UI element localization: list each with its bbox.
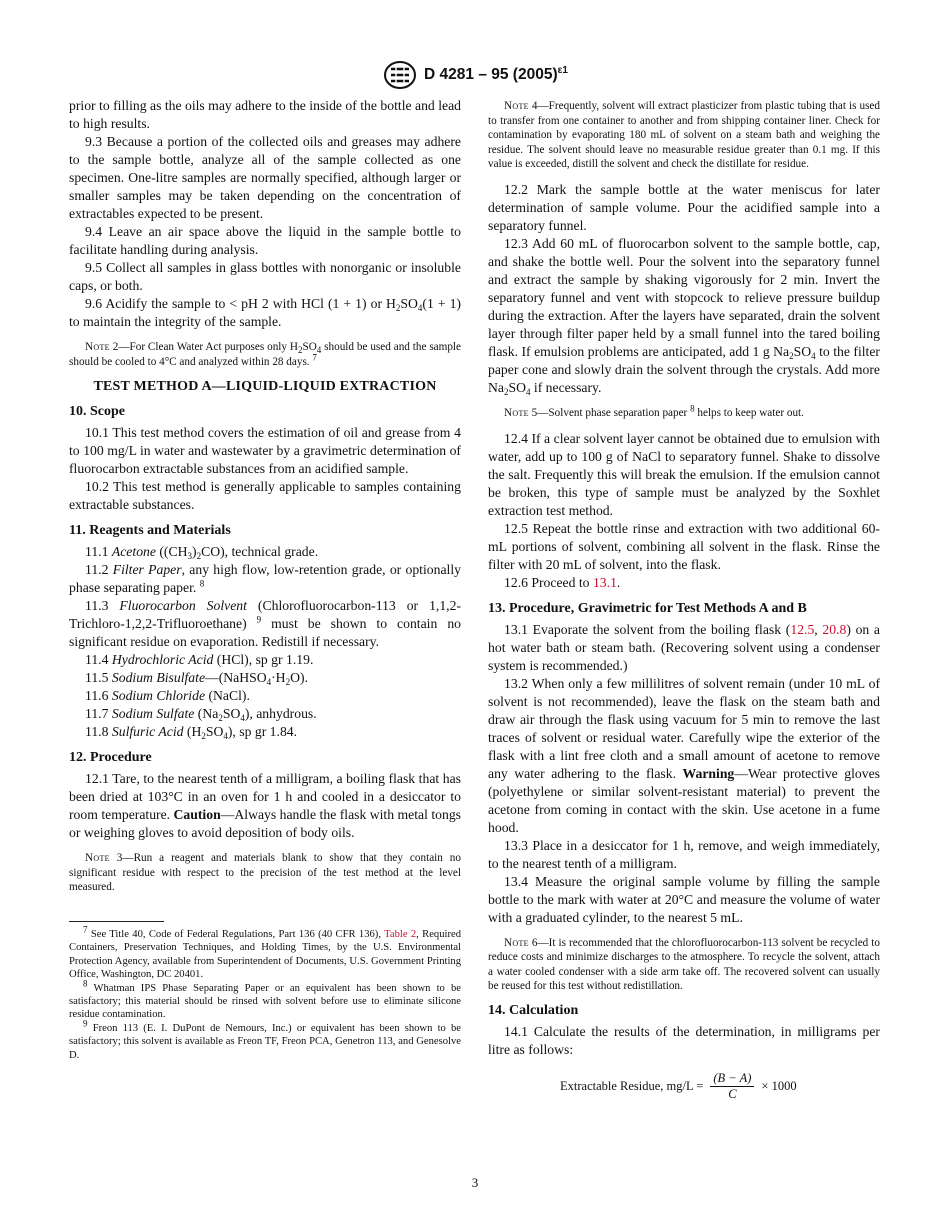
footnote-divider <box>69 921 164 922</box>
section-12-title: 12. Procedure <box>69 750 152 766</box>
method-a-title: TEST METHOD A—LIQUID-LIQUID EXTRACTION <box>93 379 437 395</box>
paragraph-9-3: 9.3 Because a portion of the collected oils and greases may adhere to the sample bottle, analyze all of the sample collected as one specimen. One-litre samples are normally specified, although larger or smaller samples may be taken depending on the concentration of extractables expected to be present. <box>69 134 461 221</box>
footnote-8: $^8$ Whatman IPS Phase Separating Paper or an equivalent has been shown to be satisfactory; this material should be rinsed with solvent before use to eliminate silicone residue contamination. <box>69 978 461 1021</box>
formula-fraction <box>710 1071 754 1102</box>
paragraph-12-4: 12.4 If a clear solvent layer cannot be obtained due to emulsion with water, add up to 100 g of NaCl to separatory funnel. Shake to dissolve the salt. Frequently this will break the emulsion. If the emulsion cannot be broken, this type of sample must be analyzed by the Soxhlet extraction test method. <box>488 430 880 518</box>
paragraph-14-1: 14.1 Calculate the results of the determination, in milligrams per litre as follows: <box>488 1023 880 1057</box>
paragraph-12-1: 12.1 Tare, to the nearest tenth of a milligram, a boiling flask that has been dried at 103°C in an oven for 1 h and cooled in a desiccator to room temperature. Caution—Always handle the flask with metal tongs or weighing gloves to avoid deposition of body oils. <box>69 771 461 841</box>
section-11-title: 11. Reagents and Materials <box>69 523 231 539</box>
paragraph-9-5: 9.5 Collect all samples in glass bottles with nonorganic or insoluble caps, or both. <box>69 260 461 293</box>
paragraph-9-6: 9.6 Acidify the sample to < pH 2 with HCl (1 + 1) or $H_2SO_4(1 + 1)$ to maintain the integrity of the sample. <box>69 296 461 329</box>
page-number: 3 <box>471 1175 479 1190</box>
reagent-11-7: 11.7 Sodium Sulfate $(Na_2SO_4)$, anhydrous. <box>85 706 317 724</box>
paragraph-12-2: 12.2 Mark the sample bottle at the water meniscus for later determination of sample volume. Pour the acidified sample into a separatory funnel. <box>488 181 880 233</box>
astm-logo-icon <box>382 60 418 90</box>
section-14-title: 14. Calculation <box>488 1002 579 1018</box>
reagent-11-8: 11.8 Sulfuric Acid $(H_2SO_4)$, sp gr 1.84. <box>85 724 298 742</box>
formula-rhs: × 1000 <box>761 1078 797 1093</box>
paragraph-12-3: 12.3 Add 60 mL of fluorocarbon solvent to the sample bottle, cap, and shake the bottle well. Pour the solvent into the separatory funnel and extract the sample by shaking vigorously for 2 min. Invert the separatory funnel and vent with stopcock to relieve pressure buildup during the extraction. After the layers have separated, drain the solvent layer through filter paper held by a small funnel into the tared boiling flask. If emulsion problems are anticipated, add 1 g $Na_2SO_4$ to the filter paper cone and slowly drain the solvent through the crystals. Add more $Na_2SO_4$ if necessary. <box>488 235 880 397</box>
table-2-link[interactable]: Table 2 <box>384 928 417 940</box>
paragraph-13-2: 13.2 When only a few millilitres of solvent remain (under 10 mL of solvent is not recommended), leave the flask on the steam bath and draw air through the flask using vacuum for 5 min to remove the last traces of solvent or residual water. Carefully wipe the exterior of the flask with a lint free cloth and a small amount of acetone to remove any water adhering to the flask. Warning—Wear protective gloves (polyethylene or similar solvent-resistant material) to prevent the acetone from coming in contact with the skin. Use acetone in a fume hood. <box>488 675 880 835</box>
section-10-title: 10. Scope <box>69 404 125 420</box>
formula-denominator: C <box>728 1086 737 1101</box>
footnote-9: $^9$ Freon 113 (E. I. DuPont de Nemours, Inc.) or equivalent has been shown to be satisfactory; this solvent is available as Freon TF, Freon PCA, Genetron 113, and Genesolve D. <box>69 1018 461 1061</box>
section-20-8-link[interactable]: 20.8 <box>822 621 847 637</box>
paragraph-13-4: 13.4 Measure the original sample volume by filling the sample bottle to the mark with water at 20°C and measure the volume of water with a graduated cylinder, to the nearest 5 mL. <box>488 873 880 925</box>
left-column <box>69 97 461 1062</box>
paragraph-12-6: 12.6 Proceed to 13.1. <box>504 574 621 590</box>
reagent-11-6: 11.6 Sodium Chloride (NaCl). <box>85 688 250 704</box>
paragraph-13-1: 13.1 Evaporate the solvent from the boiling flask (12.5, 20.8) on a hot water bath or steam bath. (Recovering solvent using a condenser system is recommended.) <box>488 621 881 673</box>
extractable-residue-formula <box>560 1071 880 1102</box>
section-13-1-link[interactable]: 13.1 <box>592 574 617 590</box>
reagent-11-3: 11.3 Fluorocarbon Solvent (Chlorofluorocarbon-113 or 1,1,2-Trichloro-1,2,2-Trifluoroethane) $^9$ must be shown to contain no significant residue on evaporation. Redistill if necessary. <box>69 598 462 650</box>
section-13-title: 13. Procedure, Gravimetric for Test Methods A and B <box>488 600 807 616</box>
page-header <box>0 60 950 95</box>
note-2: Note 2—For Clean Water Act purposes only $H_2SO_4$ should be used and the sample should be cooled to 4°C and analyzed within 28 days. $^7$ <box>69 341 462 368</box>
note-3: Note 3—Run a reagent and materials blank to show that they contain no significant residue with respect to the precision of the test method at the level measured. <box>69 852 461 894</box>
document-id: D 4281 – 95 $(2005)^{\varepsilon 1}$ <box>424 64 568 83</box>
formula-lhs: Extractable Residue, mg/L = <box>560 1078 704 1093</box>
reagent-11-4: 11.4 Hydrochloric Acid (HCl), sp gr 1.19. <box>85 652 314 668</box>
footnote-7: $^7$ See Title 40, Code of Federal Regulations, Part 136 (40 CFR 136), Table 2, Required Containers, Preservation Techniques, and Holding Times, by the U.S. Environmental Protection Agency, available from Superintendent of Documents, U.S. Government Printing Office, Washington, DC 20401. <box>69 924 461 981</box>
note-4: Note 4—Frequently, solvent will extract plasticizer from plastic tubing that is used to transfer from one container to another and from shipping container liner. Check for contamination by evaporating 180 mL of solvent on a steam bath and weighing the residue. The solvent should leave no measurable residue greater than 0.1 mg. If this value is exceeded, distill the solvent and check the distillate for residue. <box>488 100 880 171</box>
note-5: Note 5—Solvent phase separation paper $^8$ helps to keep water out. <box>504 403 804 419</box>
paragraph-continued: prior to filling as the oils may adhere to the inside of the bottle and lead to high results. <box>69 98 461 131</box>
reagent-11-5: 11.5 Sodium $Bisulfate—(NaHSO_4\cdot H_2O)$. <box>85 670 308 688</box>
reagent-11-2: 11.2 Filter Paper, any high flow, low-retention grade, or optionally phase separating paper. $^8$ <box>69 562 461 596</box>
paragraph-9-4: 9.4 Leave an air space above the liquid in the sample bottle to facilitate handling during analysis. <box>69 224 461 257</box>
section-12-5-link[interactable]: 12.5 <box>790 621 815 637</box>
formula-numerator: (B − A) <box>710 1071 754 1087</box>
paragraph-10-1: 10.1 This test method covers the estimation of oil and grease from 4 to 100 mg/L in water and wastewater by a gravimetric determination of fluorocarbon extractable substances from an acidified sample. <box>69 425 461 477</box>
note-6: Note 6—It is recommended that the chlorofluorocarbon-113 solvent be recycled to reduce costs and minimize discharges to the atmosphere. To recycle the solvent, attach a water cooled condenser with a side arm take off. The recovered solvent can usually be reused for this test without redistillation. <box>488 936 880 993</box>
right-column <box>488 97 880 1102</box>
paragraph-12-5: 12.5 Repeat the bottle rinse and extraction with two additional 60-mL portions of solvent, combining all solvent in the flask. Rinse the filter with 20 mL of solvent, into the flask. <box>488 520 880 572</box>
reagent-11-1: 11.1 Acetone $((CH_3)_2CO)$, technical grade. <box>85 544 319 562</box>
paragraph-10-2: 10.2 This test method is generally applicable to samples containing extractable substances. <box>69 479 461 513</box>
paragraph-13-3: 13.3 Place in a desiccator for 1 h, remove, and weigh immediately, to the nearest tenth of a milligram. <box>488 837 880 871</box>
